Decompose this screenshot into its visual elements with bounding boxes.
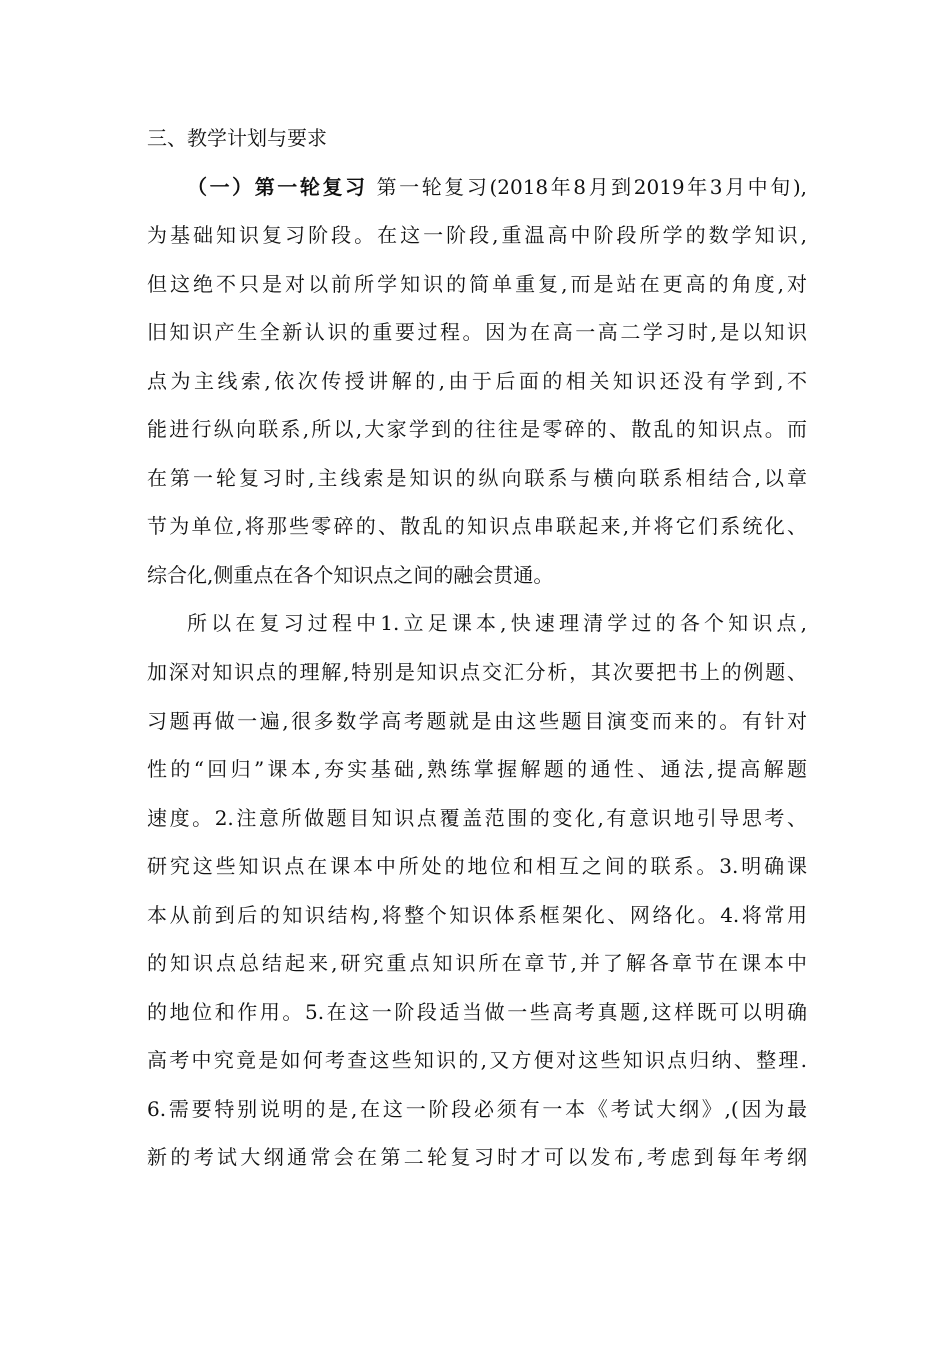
paragraph-2-line-11: 6.需要特别说明的是,在这一阶段必须有一本《考试大纲》,(因为最 [147,1096,807,1121]
paragraph-1-line-3: 但这绝不只是对以前所学知识的简单重复,而是站在更高的角度,对 [147,271,807,296]
paragraph-1-line-4: 旧知识产生全新认识的重要过程。因为在高一高二学习时,是以知识 [147,320,807,345]
paragraph-2-line-1: 所以在复习过程中1.立足课本,快速理清学过的各个知识点, [187,611,807,636]
paragraph-1-line-2: 为基础知识复习阶段。在这一阶段,重温高中阶段所学的数学知识, [147,223,807,248]
paragraph-1-line-1 [147,163,807,212]
paragraph-2-line-2: 加深对知识点的理解,特别是知识点交汇分析，其次要把书上的例题、 [147,660,807,685]
paragraph-1-line-5: 点为主线索,依次传授讲解的,由于后面的相关知识还没有学到,不 [147,368,807,393]
subsection-heading: （一）第一轮复习 [187,174,368,199]
paragraph-2-line-4: 性的“回归”课本,夯实基础,熟练掌握解题的通性、通法,提高解题 [147,757,807,782]
paragraph-1-line-8: 节为单位,将那些零碎的、散乱的知识点串联起来,并将它们系统化、 [147,514,807,539]
paragraph-2-line-5: 速度。2.注意所做题目知识点覆盖范围的变化,有意识地引导思考、 [147,805,807,830]
paragraph-1-line-9: 综合化,侧重点在各个知识点之间的融会贯通。 [147,562,554,587]
paragraph-2-line-8: 的知识点总结起来,研究重点知识所在章节,并了解各章节在课本中 [147,951,807,976]
section-heading: 三、教学计划与要求 [147,126,327,150]
document-body [147,114,807,1182]
paragraph-2-line-6: 研究这些知识点在课本中所处的地位和相互之间的联系。3.明确课 [147,854,807,879]
paragraph-2-line-9: 的地位和作用。5.在这一阶段适当做一些高考真题,这样既可以明确 [147,999,807,1024]
paragraph-1-line-6: 能进行纵向联系,所以,大家学到的往往是零碎的、散乱的知识点。而 [147,417,807,442]
paragraph-2-line-7: 本从前到后的知识结构,将整个知识体系框架化、网络化。4.将常用 [147,902,807,927]
paragraph-2-line-12: 新的考试大纲通常会在第二轮复习时才可以发布,考虑到每年考纲 [147,1145,807,1170]
paragraph-1-line-7: 在第一轮复习时,主线索是知识的纵向联系与横向联系相结合,以章 [147,465,807,490]
paragraph-2-line-10: 高考中究竟是如何考查这些知识的,又方便对这些知识点归纳、整理. [147,1048,807,1073]
paragraph-2-line-3: 习题再做一遍,很多数学高考题就是由这些题目演变而来的。有针对 [147,708,807,733]
paragraph-1-line-1-text: 第一轮复习(2018年8月到2019年3月中旬), [376,174,807,199]
